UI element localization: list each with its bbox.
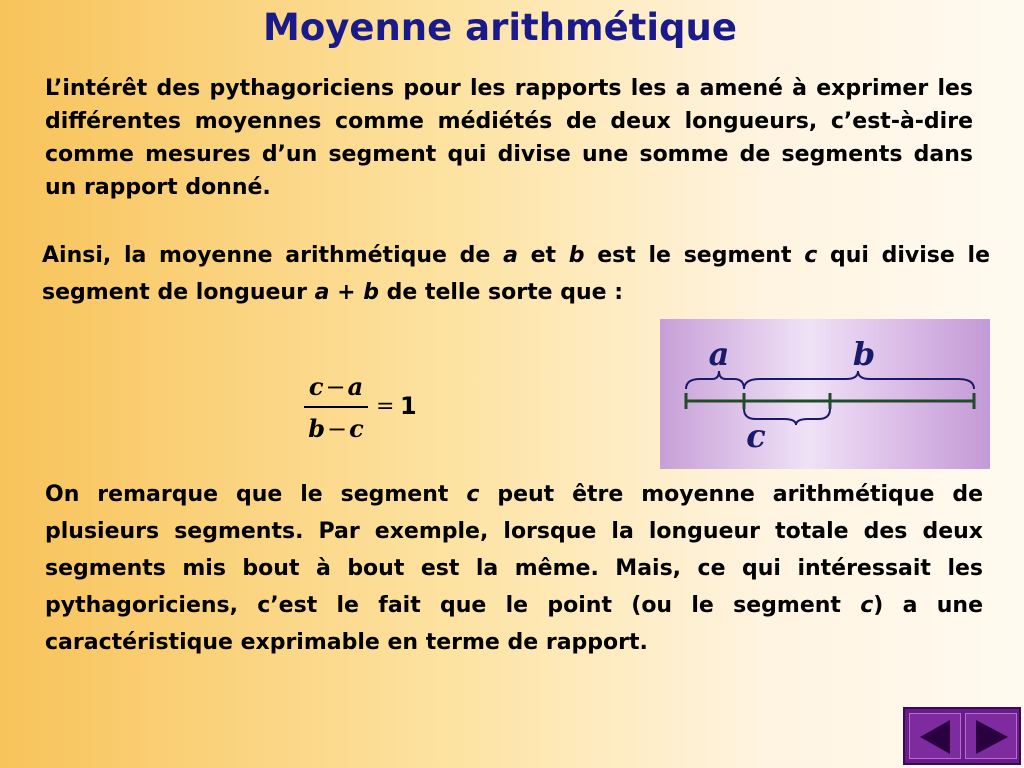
fraction-bar xyxy=(304,406,368,408)
brace-a xyxy=(686,371,744,389)
text-run: est le segment xyxy=(584,243,805,268)
arrow-right-icon xyxy=(966,714,1018,760)
text-run: Ainsi, la moyenne arithmétique de xyxy=(42,243,504,268)
ratio-formula xyxy=(304,372,434,448)
label-b: b xyxy=(852,335,876,373)
label-c: c xyxy=(746,417,766,455)
den-left: b xyxy=(308,414,326,443)
var-c: c xyxy=(860,593,874,618)
slide-navigation xyxy=(903,707,1021,765)
var-b: b xyxy=(568,243,585,268)
text-run: peut être moyenne arithmétique de plusieurs segments. Par exemple, lorsque la longueur totale des deux segments mis bout à bout est la même. Mais, ce qui intéressait les pythagoriciens, c’est le fait que le point (ou le segment xyxy=(45,482,983,618)
num-right: a xyxy=(347,372,364,401)
var-c: c xyxy=(804,243,818,268)
text-run: + xyxy=(329,280,364,305)
arrow-left-icon xyxy=(910,714,962,760)
var-b: b xyxy=(363,280,379,305)
text-run: qui divise le segment de longueur xyxy=(42,243,990,305)
intro-paragraph: L’intérêt des pythagoriciens pour les rapports les a amené à exprimer les différentes moyennes comme médiétés de deux longueurs, c’est-à-dire comme mesures d’un segment qui divise une somme de segments dans un rapport donné. xyxy=(45,76,973,200)
var-a: a xyxy=(503,243,518,268)
next-slide-button[interactable] xyxy=(965,713,1017,759)
segment-diagram-svg xyxy=(660,319,990,469)
brace-b xyxy=(744,371,974,389)
text-run: de telle sorte que : xyxy=(378,280,623,305)
var-a: a xyxy=(314,280,330,305)
equals-sign: = xyxy=(376,394,395,419)
remark-paragraph xyxy=(45,476,983,661)
page-title: Moyenne arithmétique xyxy=(263,6,737,49)
numerator xyxy=(304,372,368,402)
segment-diagram xyxy=(660,319,990,469)
num-left: c xyxy=(308,372,324,401)
text-run: et xyxy=(517,243,569,268)
var-c: c xyxy=(466,482,480,507)
text-run: On remarque que le segment xyxy=(45,482,467,507)
label-a: a xyxy=(708,335,730,373)
definition-paragraph xyxy=(42,237,990,311)
text-run: ) a une caractéristique exprimable en terme de rapport. xyxy=(45,593,983,655)
den-right: c xyxy=(349,414,364,443)
previous-slide-button[interactable] xyxy=(909,713,961,759)
denominator xyxy=(304,414,368,444)
fraction xyxy=(304,372,368,444)
formula-result: 1 xyxy=(400,392,417,420)
minus-sign: − xyxy=(325,373,346,401)
minus-sign: − xyxy=(327,415,348,443)
